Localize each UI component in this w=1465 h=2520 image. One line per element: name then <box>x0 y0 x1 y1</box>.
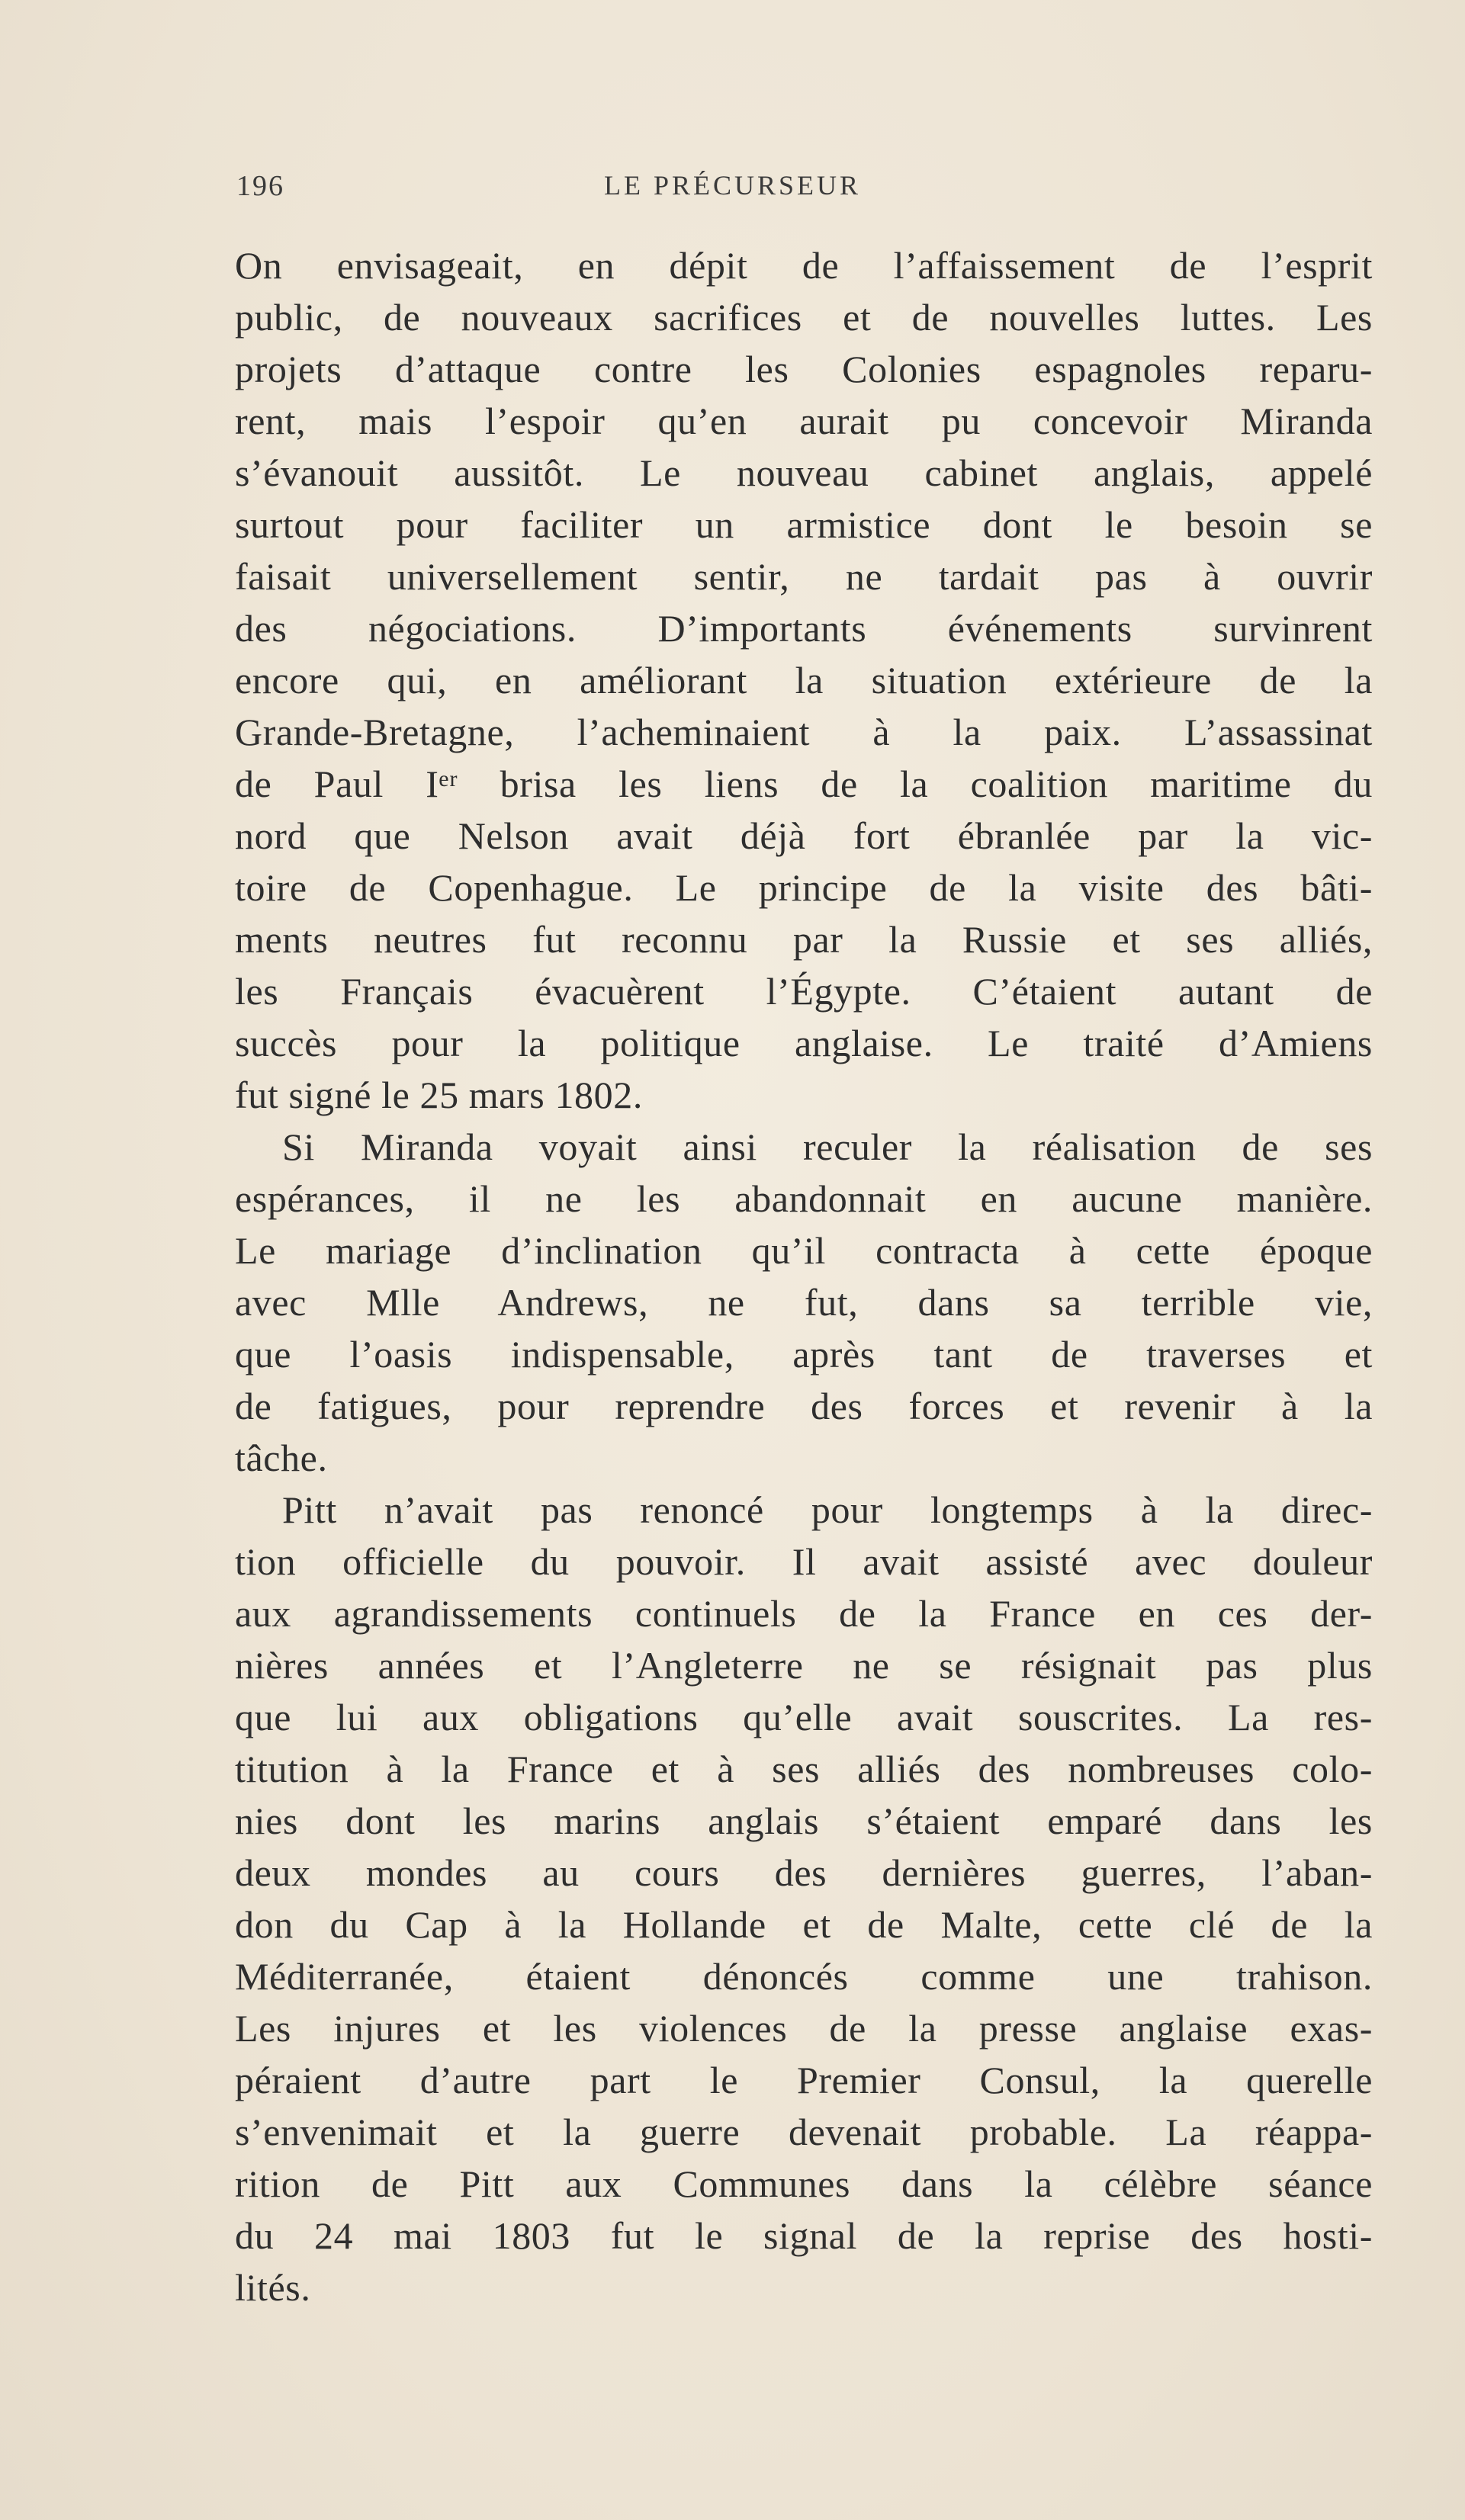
text-line: public, de nouveaux sacrifices et de nouvelles luttes. Les <box>235 296 1373 339</box>
running-head: LE PRÉCURSEUR <box>603 170 862 201</box>
text-line: Si Miranda voyait ainsi reculer la réalisation de ses <box>282 1125 1373 1168</box>
text-line: rent, mais l’espoir qu’en aurait pu concevoir Miranda <box>235 400 1373 442</box>
text-line: titution à la France et à ses alliés des nombreuses colo- <box>235 1748 1373 1790</box>
text-line: On envisageait, en dépit de l’affaissement de l’esprit <box>235 244 1373 287</box>
text-line: fut signé le 25 mars 1802. <box>235 1074 643 1116</box>
text-line: péraient d’autre part le Premier Consul, la querelle <box>235 2059 1373 2101</box>
text-line: s’envenimait et la guerre devenait probable. La réappa- <box>235 2111 1373 2153</box>
text-line: du 24 mai 1803 fut le signal de la reprise des hosti- <box>235 2214 1373 2257</box>
text-line: de Paul Iᵉʳ brisa les liens de la coalition maritime du <box>235 762 1373 805</box>
body-text <box>235 239 1373 2313</box>
text-line: faisait universellement sentir, ne tardait pas à ouvrir <box>235 555 1373 598</box>
text-line: tâche. <box>235 1437 328 1479</box>
text-line: s’évanouit aussitôt. Le nouveau cabinet anglais, appelé <box>235 451 1373 494</box>
text-line: lités. <box>235 2266 311 2309</box>
text-line: surtout pour faciliter un armistice dont le besoin se <box>235 503 1373 546</box>
text-line: avec Mlle Andrews, ne fut, dans sa terrible vie, <box>235 1281 1373 1324</box>
text-line: ments neutres fut reconnu par la Russie et ses alliés, <box>235 918 1373 961</box>
text-line: nord que Nelson avait déjà fort ébranlée par la vic- <box>235 814 1373 857</box>
text-line: nières années et l’Angleterre ne se résignait pas plus <box>235 1644 1373 1687</box>
text-line: succès pour la politique anglaise. Le traité d’Amiens <box>235 1022 1373 1064</box>
text-line: projets d’attaque contre les Colonies espagnoles reparu- <box>235 348 1373 390</box>
text-line: toire de Copenhague. Le principe de la visite des bâti- <box>235 866 1373 909</box>
text-line: Les injures et les violences de la presse anglaise exas- <box>235 2007 1373 2050</box>
text-line: Grande-Bretagne, l’acheminaient à la paix. L’assassinat <box>235 711 1373 753</box>
text-line: Le mariage d’inclination qu’il contracta à cette époque <box>235 1229 1373 1272</box>
text-line: espérances, il ne les abandonnait en aucune manière. <box>235 1177 1373 1220</box>
text-line: aux agrandissements continuels de la France en ces der- <box>235 1592 1373 1635</box>
text-line: Pitt n’avait pas renoncé pour longtemps à la direc- <box>282 1488 1373 1531</box>
text-line: les Français évacuèrent l’Égypte. C’étaient autant de <box>235 970 1373 1013</box>
text-line: tion officielle du pouvoir. Il avait assisté avec douleur <box>235 1540 1373 1583</box>
text-line: des négociations. D’importants événements survinrent <box>235 607 1373 650</box>
paragraph <box>235 1121 1373 1484</box>
page-number: 196 <box>236 170 284 202</box>
text-line: don du Cap à la Hollande et de Malte, cette clé de la <box>235 1903 1373 1946</box>
text-line: que lui aux obligations qu’elle avait souscrites. La res- <box>235 1696 1373 1738</box>
text-line: Méditerranée, étaient dénoncés comme une trahison. <box>235 1955 1373 1998</box>
text-line: encore qui, en améliorant la situation extérieure de la <box>235 659 1373 701</box>
text-line: deux mondes au cours des dernières guerres, l’aban- <box>235 1851 1373 1894</box>
paragraph <box>235 1484 1373 2313</box>
text-line: nies dont les marins anglais s’étaient emparé dans les <box>235 1799 1373 1842</box>
paragraph <box>235 239 1373 1121</box>
text-line: que l’oasis indispensable, après tant de traverses et <box>235 1333 1373 1376</box>
text-line: rition de Pitt aux Communes dans la célèbre séance <box>235 2162 1373 2205</box>
text-line: de fatigues, pour reprendre des forces et revenir à la <box>235 1385 1373 1427</box>
